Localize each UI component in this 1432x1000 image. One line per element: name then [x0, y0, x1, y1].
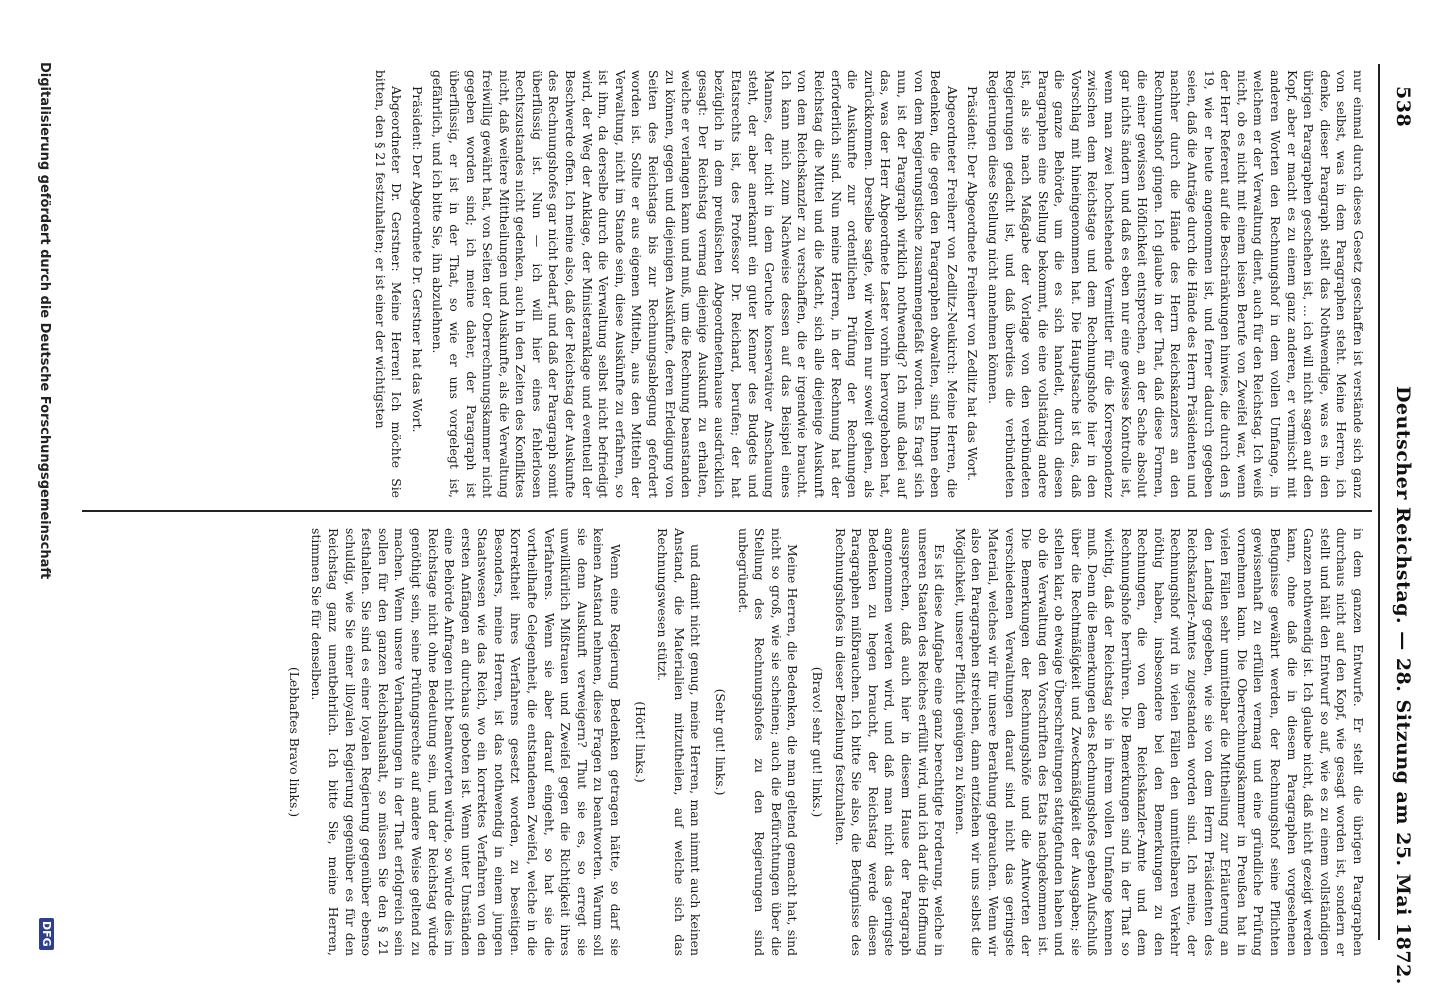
paragraph: nur einmal durch dieses Gesetz geschaffen ist verstände sich ganz von selbst, was in dem Paragraphen steht. Meine Herren, ich denke, dieser Paragraph stellt das Nothwendige, was es in den übrigen Paragraphen geschehen ist, ... ich will nicht sagen auf den Kopf, aber er macht es zu einem ganz anderen, er vermischt mit anderen Worten den Rechnungshof in dem vollen Umfange, in welchem er der Verwaltung dient, auch für den Reichstag. Ich weiß nicht, ob es nicht mit einem leisen Berufe von Zweifel war, wenn der Herr Referent auf die Beschränkungen hinwies, die durch den § 19, wie er heute angenommen ist, und ferner dadurch gegeben seien, daß die Anträge durch die Hände des Herrn Präsidenten und nachher durch die Hände des Herrn Reichskanzlers an den Rechnungshof gingen. Ich glaube in der That, daß diese Formen, die einer gewissen Höflichkeit entsprechen, an der Sache absolut gar nichts ändern und daß es eben nur eine gewisse Kontrolle ist, wenn man zwei hochstehende Vermittler für die Korrespondenz zwischen dem Reichstage und dem Rechnungshofe hier in den Vorschlag mit hineingenommen hat. Die Hauptsache ist das, daß die ganze Behörde, um die es sich handelt, durch diesen Paragraphen eine Stellung bekommt, die eine vollständig andere ist, als sie nach Maßgabe der Vorlage von den verbündeten Regierungen gedacht ist, und daß überdies die verbündeten Regierungen diese Stellung nicht annehmen können. [985, 70, 1366, 498]
page-number: 538 [1392, 86, 1414, 128]
paragraph: Meine Herren, die Bedenken, die man geltend gemacht hat, sind nicht so groß, wie sie scheinen; auch die Befürchtungen über die Stellung des Rechnungshofes zu den Regierungen sind unbegründet. [735, 528, 801, 956]
left-column [367, 70, 1366, 498]
page-header [1372, 0, 1432, 1000]
interjection: (Hört! links.) [632, 701, 648, 783]
footer-text: Digitalisierung gefördert durch die Deutsche Forschungsgemeinschaft [37, 62, 52, 580]
header-rule [1378, 64, 1380, 940]
interjection: (Sehr gut! links.) [713, 688, 729, 796]
speaker-paragraph: Präsident: Der Abgeordnete Freiherr von Zedlitz hat das Wort. [965, 86, 981, 482]
column-divider [82, 510, 1372, 512]
speaker-paragraph: Präsident: Der Abgeordnete Dr. Gerstner hat das Wort. [409, 86, 425, 433]
paragraph: in dem ganzen Entwurfe. Er stellt die übrigen Paragraphen durchaus nicht auf den Kopf, wie gesagt worden ist, sondern er stellt und hält den Entwurf so auf, wie es zu einem vollständigen Ganzen nothwendig ist. Ich glaube nicht, daß nicht gezeigt werden kann, ohne daß die in diesem Paragraphen vorgesehenen Befugnisse gewährt werden, der Rechnungshof seine Pflichten gewissenhaft zu erfüllen vermag und eine gründliche Prüfung vornehmen kann. Die Oberrechnungskammer in Preußen hat in vielen Fällen sehr unmittelbar die Mittheilung zur Erläuterung an den Landtag gegeben, wie sie von dem Herrn Präsidenten des Reichskanzler-Amtes zugestanden worden sind. Ich meine, der Rechnungshof wird in vielen Fällen den unmittelbaren Verkehr nöthig haben, insbesondere bei den Bemerkungen zu den Rechnungen, die von dem Reichskanzler-Amte und dem Rechnungshofe herrühren. Die Bemerkungen sind in der That so wichtig, daß der Reichstag sie in ihrem vollen Umfange kennen muß. Denn die Bemerkungen des Rechnungshofes geben Aufschluß über die Rechtmäßigkeit und Zweckmäßigkeit der Ausgaben; sie stellen klar, ob etwaige Überschreitungen stattgefunden haben und ob die Verwaltung den Vorschriften des Etats nachgekommen ist. Die Bemerkungen der Rechnungshöfe und die Antworten der verschiedenen Verwaltungen darauf sind nicht das geringste Material, welches wir für unsere Berathung gebrauchen. Wenn wir also den Paragraphen streichen, dann entziehen wir uns selbst die Möglichkeit, unserer Pflicht genügen zu können. [952, 528, 1366, 956]
paragraph: Es ist diese Aufgabe eine ganz berechtigte Forderung, welche in unseren Staaten des Reiches erfüllt wird, und ich darf die Hoffnung aussprechen, daß auch hier in diesem Hause der Paragraph angenommen werden wird, und daß man nicht das geringste Bedenken zu hegen braucht, der Reichstag werde diesen Paragraphen mißbrauchen. Ich bitte Sie also, die Befugnisse des Rechnungshofes in dieser Beziehung festzuhalten. [832, 528, 948, 956]
right-column [277, 528, 1366, 956]
digitization-footer [22, 0, 62, 1000]
paragraph: und damit nicht genug, meine Herren, man nimmt auch keinen Anstand, die Materialien mitzutheilen, auf welche sich das Rechnungswesen stützt. [655, 528, 704, 956]
dfg-logo: DFG [39, 918, 54, 950]
interjection: (Bravo! sehr gut! links.) [810, 666, 825, 818]
speaker-paragraph: Abgeordneter Freiherr von Zedlitz-Neukirch: Meine Herren, die Bedenken, die gegen den Paragraphen obwalten, sind Ihnen eben von dem Regierungstische zusammengefaßt worden. Es fragt sich nun, ist der Paragraph wirklich nothwendig? Ich muß dabei auf das, was der Herr Abgeordnete Laster vorhin hervorgehoben hat, zurückkommen. Derselbe sagte, wir wollen nur soweit gehen, als die Auskunfte zur ordentlichen Prüfung der Rechnungen erforderlich sind. Nun meine Herren, in der Rechnung hat der Reichstag die Mittel und die Macht, sich alle diejenige Auskunft von dem Reichskanzler zu verschaffen, die er irgendwie braucht. Ich kann mich zum Nachweise dessen auf das Beispiel eines Mannes, der nicht in dem Geruche konservativer Anschauung steht, der aber anerkannt ein guter Kenner des Budgets und Etatsrechts ist, des Professor Dr. Reichard, berufen; der hat bezüglich in dem preußischen Abgeordnetenhause ausdrücklich gesagt: Der Reichstag vermag diejenige Auskunft zu erhalten, welche er verlangen kann und muß, um die Rechnung beanstanden zu können, gegen und diejenigen Auskünfte, deren Erledigung von Seiten des Reichstags bis zur Rechnungsablegung gefordert worden ist. Sollte er aus eigenen Mitteln, aus den Mitteln der Verwaltung, nicht im Stande sein, diese Auskünfte zu erfahren, so ist ihm, da derselbe durch die Verwaltung selbst nicht befriedigt wird, der Weg der Anklage, der Ministeranklage und eventuell der Beschwerde offen. Ich meine also, daß der Reichstag der Auskunfte des Rechnungshofes gar nicht bedarf, und daß der Paragraph somit überflüssig ist. Nun — ich will hier eines fehlerlosen Rechtszustandes nicht gedenken, auch in den Zeiten des Konfliktes nicht, daß weitere Mittheilungen und Auskunfte, als die Verwaltung freiwillig gewährt hat, von Seiten der Oberrechnungskammer nicht gegeben worden sind; ich meine daher, der Paragraph ist überflüssig, er ist in der That, so wie er uns vorgelegt ist, gefährlich, und ich bitte Sie, ihn abzulehnen. [430, 70, 960, 498]
running-title: Deutscher Reichstag. — 28. Sitzung am 25. Mai 1872. [1392, 386, 1414, 985]
paragraph: Wenn eine Regierung Bedenken getragen hätte, so darf sie keinen Anstand nehmen, diese Fragen zu beantworten. Warum soll sie denn Auskunft verweigern? Thut sie es, so erregt sie unwillkürlich Mißtrauen und Zweifel gegen die Richtigkeit ihres Verfahrens. Wenn sie aber darauf eingeht, so hat sie die vortheilhafte Gelegenheit, die entstandenen Zweifel, welche in die Korrektheit ihres Verfahrens gesetzt worden, zu beseitigen. Besonders, meine Herren, ist das nothwendig in einem jungen Staatswesen wie das Reich, wo ein korrektes Verfahren von den ersten Anfängen an durchaus geboten ist. Wenn unter Umständen eine Behörde Anfragen nicht beantworten würde, so würde dies im Reichstage nicht ohne Bedeutung sein, und der Reichstag würde genöthigt sein, seine Prüfungsrechte auf andere Weise geltend zu machen. Wenn unsere Verhandlungen in der That erfolgreich sein sollen für den ganzen Reichshaushalt, so müssen Sie den § 21 festhalten. Sie sind es einer loyalen Regierung gegenüber ebenso schuldig, wie Sie einer illoyalen Regierung gegenüber es für den Reichstag ganz unentbehrlich. Ich bitte Sie, meine Herren, stimmen Sie für denselben. [309, 528, 624, 956]
speaker-paragraph: Abgeordneter Dr. Gerstner: Meine Herren! Ich möchte Sie bitten, den § 21 festzuhalten; er ist einer der wichtigsten [372, 70, 405, 498]
interjection: (Lebhaftes Bravo links.) [286, 666, 302, 818]
